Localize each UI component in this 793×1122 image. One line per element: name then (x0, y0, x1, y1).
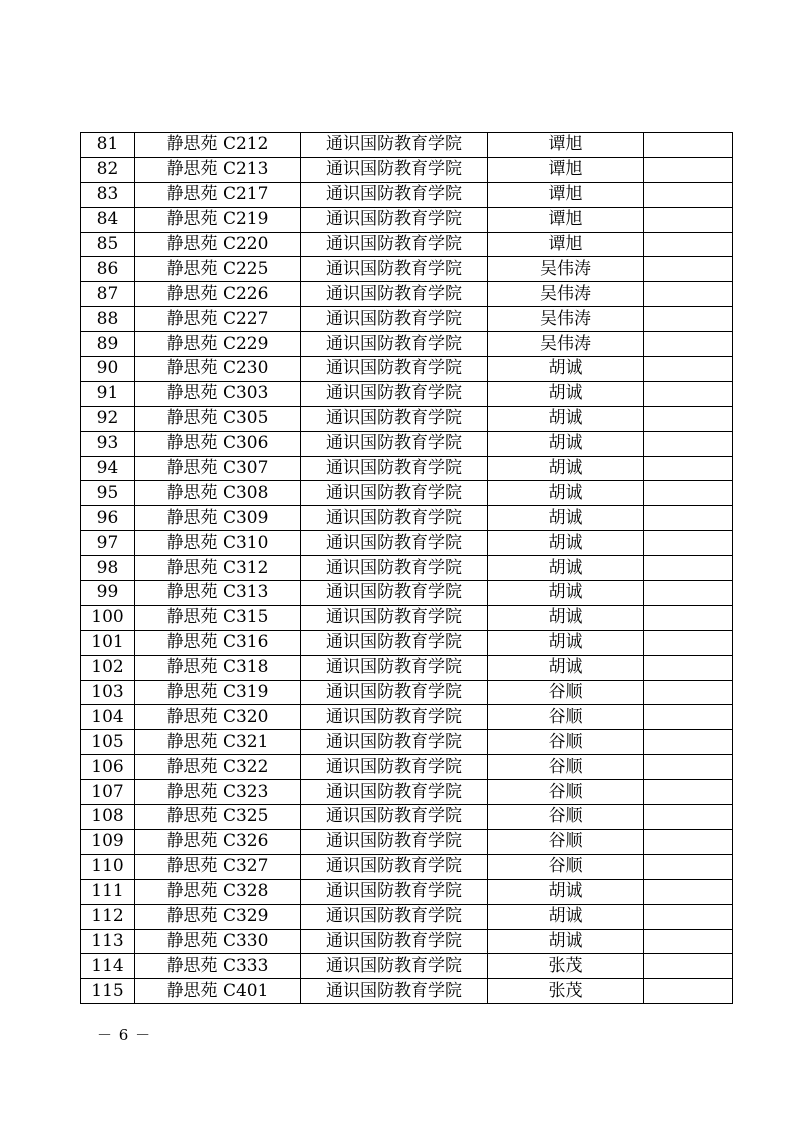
person-cell: 谷顺 (488, 829, 644, 854)
room-cell: 静思苑 C217 (135, 182, 301, 207)
row-number-cell: 98 (81, 556, 135, 581)
note-cell (644, 605, 733, 630)
table-row (81, 381, 733, 406)
room-cell: 静思苑 C316 (135, 630, 301, 655)
table-row (81, 680, 733, 705)
room-cell: 静思苑 C327 (135, 854, 301, 879)
table-row (81, 456, 733, 481)
college-cell: 通识国防教育学院 (301, 556, 488, 581)
note-cell (644, 232, 733, 257)
note-cell (644, 879, 733, 904)
note-cell (644, 406, 733, 431)
person-cell: 胡诚 (488, 630, 644, 655)
table-body (81, 133, 733, 1004)
table-row (81, 929, 733, 954)
note-cell (644, 755, 733, 780)
person-cell: 谷顺 (488, 705, 644, 730)
person-cell: 胡诚 (488, 556, 644, 581)
person-cell: 胡诚 (488, 929, 644, 954)
person-cell: 谭旭 (488, 182, 644, 207)
room-cell: 静思苑 C312 (135, 556, 301, 581)
row-number-cell: 88 (81, 307, 135, 332)
note-cell (644, 929, 733, 954)
row-number-cell: 87 (81, 282, 135, 307)
table-row (81, 979, 733, 1004)
room-cell: 静思苑 C310 (135, 531, 301, 556)
note-cell (644, 705, 733, 730)
person-cell: 胡诚 (488, 904, 644, 929)
note-cell (644, 680, 733, 705)
room-cell: 静思苑 C328 (135, 879, 301, 904)
note-cell (644, 133, 733, 158)
college-cell: 通识国防教育学院 (301, 133, 488, 158)
table-row (81, 581, 733, 606)
college-cell: 通识国防教育学院 (301, 357, 488, 382)
note-cell (644, 979, 733, 1004)
room-cell: 静思苑 C319 (135, 680, 301, 705)
college-cell: 通识国防教育学院 (301, 979, 488, 1004)
person-cell: 谭旭 (488, 232, 644, 257)
person-cell: 谷顺 (488, 755, 644, 780)
row-number-cell: 107 (81, 780, 135, 805)
person-cell: 胡诚 (488, 581, 644, 606)
row-number-cell: 105 (81, 730, 135, 755)
college-cell: 通识国防教育学院 (301, 630, 488, 655)
college-cell: 通识国防教育学院 (301, 381, 488, 406)
person-cell: 胡诚 (488, 357, 644, 382)
college-cell: 通识国防教育学院 (301, 705, 488, 730)
person-cell: 谭旭 (488, 157, 644, 182)
college-cell: 通识国防教育学院 (301, 954, 488, 979)
table-row (81, 954, 733, 979)
row-number-cell: 112 (81, 904, 135, 929)
room-cell: 静思苑 C321 (135, 730, 301, 755)
row-number-cell: 109 (81, 829, 135, 854)
table-row (81, 630, 733, 655)
table-row (81, 755, 733, 780)
table-row (81, 780, 733, 805)
college-cell: 通识国防教育学院 (301, 456, 488, 481)
college-cell: 通识国防教育学院 (301, 257, 488, 282)
college-cell: 通识国防教育学院 (301, 282, 488, 307)
row-number-cell: 84 (81, 207, 135, 232)
note-cell (644, 531, 733, 556)
room-cell: 静思苑 C313 (135, 581, 301, 606)
person-cell: 吴伟涛 (488, 307, 644, 332)
note-cell (644, 481, 733, 506)
room-cell: 静思苑 C318 (135, 655, 301, 680)
person-cell: 谭旭 (488, 133, 644, 158)
note-cell (644, 506, 733, 531)
college-cell: 通识国防教育学院 (301, 332, 488, 357)
row-number-cell: 96 (81, 506, 135, 531)
table-row (81, 730, 733, 755)
table-row (81, 705, 733, 730)
person-cell: 胡诚 (488, 531, 644, 556)
note-cell (644, 581, 733, 606)
table-row (81, 805, 733, 830)
note-cell (644, 357, 733, 382)
college-cell: 通识国防教育学院 (301, 431, 488, 456)
table-row (81, 207, 733, 232)
table-row (81, 431, 733, 456)
table-row (81, 257, 733, 282)
table-row (81, 655, 733, 680)
room-cell: 静思苑 C230 (135, 357, 301, 382)
room-cell: 静思苑 C308 (135, 481, 301, 506)
room-cell: 静思苑 C213 (135, 157, 301, 182)
table-row (81, 357, 733, 382)
row-number-cell: 101 (81, 630, 135, 655)
row-number-cell: 99 (81, 581, 135, 606)
row-number-cell: 100 (81, 605, 135, 630)
person-cell: 谷顺 (488, 805, 644, 830)
person-cell: 胡诚 (488, 406, 644, 431)
row-number-cell: 111 (81, 879, 135, 904)
college-cell: 通识国防教育学院 (301, 581, 488, 606)
person-cell: 胡诚 (488, 879, 644, 904)
person-cell: 胡诚 (488, 506, 644, 531)
note-cell (644, 207, 733, 232)
row-number-cell: 103 (81, 680, 135, 705)
college-cell: 通识国防教育学院 (301, 904, 488, 929)
note-cell (644, 954, 733, 979)
room-cell: 静思苑 C323 (135, 780, 301, 805)
room-cell: 静思苑 C212 (135, 133, 301, 158)
college-cell: 通识国防教育学院 (301, 207, 488, 232)
college-cell: 通识国防教育学院 (301, 406, 488, 431)
row-number-cell: 108 (81, 805, 135, 830)
note-cell (644, 307, 733, 332)
college-cell: 通识国防教育学院 (301, 531, 488, 556)
college-cell: 通识国防教育学院 (301, 481, 488, 506)
person-cell: 胡诚 (488, 456, 644, 481)
room-cell: 静思苑 C326 (135, 829, 301, 854)
room-cell: 静思苑 C226 (135, 282, 301, 307)
note-cell (644, 157, 733, 182)
note-cell (644, 282, 733, 307)
row-number-cell: 86 (81, 257, 135, 282)
room-cell: 静思苑 C225 (135, 257, 301, 282)
note-cell (644, 805, 733, 830)
table-row (81, 854, 733, 879)
room-cell: 静思苑 C303 (135, 381, 301, 406)
row-number-cell: 85 (81, 232, 135, 257)
room-cell: 静思苑 C309 (135, 506, 301, 531)
college-cell: 通识国防教育学院 (301, 307, 488, 332)
room-cell: 静思苑 C322 (135, 755, 301, 780)
room-cell: 静思苑 C330 (135, 929, 301, 954)
page-number: － 6 － (97, 1026, 152, 1044)
table-row (81, 332, 733, 357)
college-cell: 通识国防教育学院 (301, 854, 488, 879)
person-cell: 谷顺 (488, 680, 644, 705)
note-cell (644, 257, 733, 282)
note-cell (644, 556, 733, 581)
row-number-cell: 93 (81, 431, 135, 456)
person-cell: 胡诚 (488, 431, 644, 456)
room-cell: 静思苑 C320 (135, 705, 301, 730)
room-cell: 静思苑 C329 (135, 904, 301, 929)
table-row (81, 481, 733, 506)
person-cell: 谷顺 (488, 854, 644, 879)
note-cell (644, 332, 733, 357)
note-cell (644, 854, 733, 879)
table-row (81, 556, 733, 581)
table-row (81, 531, 733, 556)
person-cell: 张茂 (488, 954, 644, 979)
table-row (81, 829, 733, 854)
college-cell: 通识国防教育学院 (301, 655, 488, 680)
person-cell: 胡诚 (488, 655, 644, 680)
row-number-cell: 110 (81, 854, 135, 879)
row-number-cell: 91 (81, 381, 135, 406)
person-cell: 谷顺 (488, 780, 644, 805)
row-number-cell: 106 (81, 755, 135, 780)
college-cell: 通识国防教育学院 (301, 680, 488, 705)
room-cell: 静思苑 C227 (135, 307, 301, 332)
person-cell: 吴伟涛 (488, 257, 644, 282)
row-number-cell: 83 (81, 182, 135, 207)
college-cell: 通识国防教育学院 (301, 755, 488, 780)
note-cell (644, 431, 733, 456)
row-number-cell: 102 (81, 655, 135, 680)
table-row (81, 307, 733, 332)
table-row (81, 282, 733, 307)
college-cell: 通识国防教育学院 (301, 605, 488, 630)
room-cell: 静思苑 C229 (135, 332, 301, 357)
note-cell (644, 655, 733, 680)
row-number-cell: 114 (81, 954, 135, 979)
row-number-cell: 81 (81, 133, 135, 158)
college-cell: 通识国防教育学院 (301, 157, 488, 182)
college-cell: 通识国防教育学院 (301, 829, 488, 854)
note-cell (644, 730, 733, 755)
room-cell: 静思苑 C325 (135, 805, 301, 830)
row-number-cell: 113 (81, 929, 135, 954)
row-number-cell: 94 (81, 456, 135, 481)
college-cell: 通识国防教育学院 (301, 232, 488, 257)
person-cell: 胡诚 (488, 605, 644, 630)
room-cell: 静思苑 C219 (135, 207, 301, 232)
room-cell: 静思苑 C307 (135, 456, 301, 481)
note-cell (644, 904, 733, 929)
row-number-cell: 82 (81, 157, 135, 182)
room-cell: 静思苑 C305 (135, 406, 301, 431)
room-cell: 静思苑 C401 (135, 979, 301, 1004)
person-cell: 胡诚 (488, 481, 644, 506)
table-row (81, 506, 733, 531)
person-cell: 谷顺 (488, 730, 644, 755)
row-number-cell: 104 (81, 705, 135, 730)
table-row (81, 182, 733, 207)
row-number-cell: 89 (81, 332, 135, 357)
note-cell (644, 182, 733, 207)
row-number-cell: 97 (81, 531, 135, 556)
college-cell: 通识国防教育学院 (301, 929, 488, 954)
room-cell: 静思苑 C220 (135, 232, 301, 257)
person-cell: 吴伟涛 (488, 332, 644, 357)
person-cell: 谭旭 (488, 207, 644, 232)
person-cell: 胡诚 (488, 381, 644, 406)
note-cell (644, 381, 733, 406)
note-cell (644, 630, 733, 655)
row-number-cell: 92 (81, 406, 135, 431)
room-cell: 静思苑 C306 (135, 431, 301, 456)
table-row (81, 904, 733, 929)
table-row (81, 133, 733, 158)
college-cell: 通识国防教育学院 (301, 730, 488, 755)
person-cell: 吴伟涛 (488, 282, 644, 307)
college-cell: 通识国防教育学院 (301, 879, 488, 904)
note-cell (644, 829, 733, 854)
dormitory-table (80, 132, 733, 1004)
college-cell: 通识国防教育学院 (301, 182, 488, 207)
table-row (81, 605, 733, 630)
college-cell: 通识国防教育学院 (301, 506, 488, 531)
note-cell (644, 456, 733, 481)
table-row (81, 879, 733, 904)
row-number-cell: 95 (81, 481, 135, 506)
row-number-cell: 115 (81, 979, 135, 1004)
row-number-cell: 90 (81, 357, 135, 382)
table-row (81, 406, 733, 431)
room-cell: 静思苑 C333 (135, 954, 301, 979)
college-cell: 通识国防教育学院 (301, 805, 488, 830)
person-cell: 张茂 (488, 979, 644, 1004)
room-cell: 静思苑 C315 (135, 605, 301, 630)
table-row (81, 157, 733, 182)
note-cell (644, 780, 733, 805)
table-row (81, 232, 733, 257)
college-cell: 通识国防教育学院 (301, 780, 488, 805)
